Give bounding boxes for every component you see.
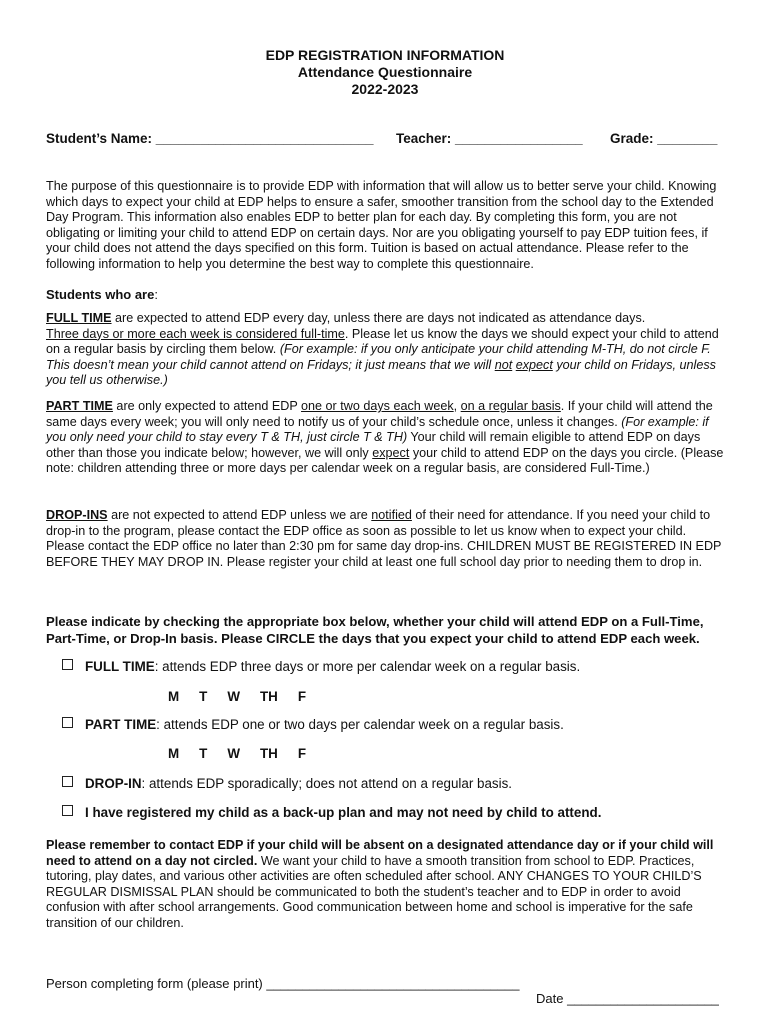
part-time-term: PART TIME [46,399,113,413]
option-part-time[interactable] [62,717,564,732]
full-time-days [168,689,326,704]
full-time-option-desc: : attends EDP three days or more per calendar week on a regular basis. [154,659,581,674]
instructions-paragraph: Please indicate by checking the appropriate box below, whether your child will attend EDP on a Full-Time, Part-Time, or Drop-In basis. Please CIRCLE the days that you expect your child to attend EDP each week. [46,614,704,646]
day-m[interactable]: M [168,746,180,761]
part-time-regular: on a regular basis [460,399,561,413]
part-time-example: (For example: if you only need your child to stay every T & TH, just circle T & TH) [46,414,709,445]
full-time-text: are expected to attend EDP every day, unless there are days not indicated as attendance days. [111,311,646,325]
drop-ins-paragraph [46,508,726,570]
students-heading [46,287,726,303]
day-w[interactable]: W [227,746,240,761]
grade-field[interactable]: Grade: ________ [610,131,718,146]
drop-ins-term: DROP-INS [46,508,108,522]
teacher-field[interactable]: Teacher: _________________ [396,131,583,146]
date-field[interactable]: Date _____________________ [536,991,719,1006]
drop-ins-text-2: of their need for attendance. If you need your child to drop-in to the program, please contact the EDP office as soon as possible to let us know when to expect your child. Please contact the EDP office no later than 2:30 pm for same day drop-ins. CHILDREN MUST BE REGISTERED IN EDP BEFORE THEY MAY DROP IN. Please register your child at least one full school day prior to needing them to drop in. [46,508,722,569]
day-t[interactable]: T [199,746,208,761]
option-full-time[interactable] [62,659,580,674]
part-time-option-desc: : attends EDP one or two days per calendar week on a regular basis. [156,717,564,732]
part-time-paragraph [46,399,726,477]
student-name-field[interactable]: Student’s Name: _____________________________ [46,131,374,146]
school-year: 2022-2023 [351,81,419,97]
day-th[interactable]: TH [259,746,278,761]
part-time-text-4: your child to attend EDP on the days you circle. (Please note: children attending three or more days per calendar week on a regular basis, are considered Full-Time.) [46,445,724,476]
drop-in-option-label: DROP-IN [85,776,142,791]
person-completing-field[interactable]: Person completing form (please print) ___________________________________ [46,976,520,991]
drop-in-option-desc: : attends EDP sporadically; does not attend on a regular basis. [141,776,512,791]
signature-row [46,961,736,1021]
drop-ins-notified: notified [371,508,412,522]
full-time-example-expect: expect [515,357,553,372]
drop-in-checkbox[interactable] [62,776,73,787]
header [0,47,770,98]
full-time-example: (For example: if you only anticipate your child attending M-TH, do not circle F. This doesn’t mean your child cannot attend on Fridays; it just means that we will [46,342,711,372]
reminder-paragraph [46,838,726,932]
backup-checkbox[interactable] [62,805,73,816]
full-time-example-end: your child on Fridays, unless you tell us otherwise.) [46,357,716,388]
drop-ins-text: are not expected to attend EDP unless we are [107,508,372,522]
page-title: EDP REGISTRATION INFORMATION [265,47,505,63]
full-time-text-2: . Please let us know the days we should expect your child to attend on a regular basis by circling them below. [46,326,719,357]
part-time-checkbox[interactable] [62,717,73,728]
day-w[interactable]: W [227,689,240,704]
part-time-text-2: . If your child will attend the same days every week; you will only need to notify us of your child’s schedule once, unless it changes. [46,399,713,429]
page-subtitle: Attendance Questionnaire [297,64,473,80]
full-time-option-label: FULL TIME [85,659,155,674]
students-heading-colon: : [154,287,158,302]
part-time-days [168,746,326,761]
part-time-expect: expect [372,445,410,460]
part-time-comma: , [453,399,461,413]
part-time-option-label: PART TIME [85,717,157,732]
part-time-days: one or two days each week [301,399,454,413]
full-time-example-not: not [494,357,513,372]
backup-option-label: I have registered my child as a back-up plan and may not need by child to attend. [85,805,602,820]
full-time-checkbox[interactable] [62,659,73,670]
intro-paragraph: The purpose of this questionnaire is to provide EDP with information that will allow us to better serve your child. Knowing which days to expect your child at EDP helps to ensure a safer, smoother transition from the school day to the Extended Day Program. This information also enables EDP to better plan for each day. By completing this form, you are not obligating or limiting your child to attend EDP on certain days. Nor are you obligating yourself to pay EDP tuition fees, if your child does not attend the days specified on this form. Tuition is based on actual attendance. Please refer to the following information to help you determine the best way to complete this questionnaire. [46,179,717,271]
full-time-rule: Three days or more each week is considered full-time [46,326,345,341]
day-m[interactable]: M [168,689,180,704]
day-t[interactable]: T [199,689,208,704]
day-th[interactable]: TH [259,689,278,704]
part-time-text-3: Your child will remain eligible to attend EDP on days other than those you indicate below; however, we will only [46,430,701,460]
reminder-bold: Please remember to contact EDP if your child will be absent on a designated attendance day or if your child will need to attend on a day not circled. [46,838,714,868]
full-time-term: FULL TIME [46,311,112,325]
day-f[interactable]: F [297,689,307,704]
option-backup[interactable] [62,805,601,820]
part-time-text: are only expected to attend EDP [112,399,302,413]
reminder-text: We want your child to have a smooth transition from school to EDP. Practices, tutoring, play dates, and various other activities are often scheduled after school. ANY CHANGES TO YOUR CHILD’S REGULAR DISMISSAL PLAN should be communicated to both the student’s teacher and to EDP in order to avoid confusion with after school arrangements. Good communication between home and school is imperative for the safe transition of our children. [46,853,702,930]
students-heading-text: Students who are [46,287,155,302]
full-time-paragraph [46,311,726,389]
day-f[interactable]: F [297,746,307,761]
option-drop-in[interactable] [62,776,512,791]
